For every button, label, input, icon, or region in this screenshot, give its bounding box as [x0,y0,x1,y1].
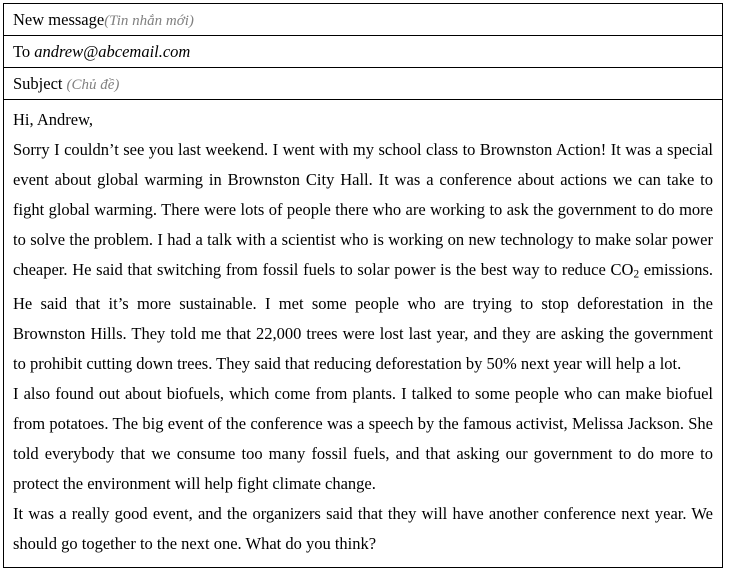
subject-field-label: Subject [13,74,63,93]
to-field-label: To [13,42,31,61]
new-message-title-gloss: (Tin nhắn mới) [104,13,194,29]
message-paragraph-1-part-a: Sorry I couldn’t see you last weekend. I went with my school class to Brownston Action! It was a special event about global warming in Brownston City Hall. It was a conference about actions we can take to fight global warming. There were lots of people there who are working to ask the government to do more to solve the problem. I had a talk with a scientist who is working on new technology to make solar power cheaper. He said that switching from fossil fuels to solar power is the best way to reduce CO [13,140,713,279]
new-message-title: New message [13,10,105,29]
message-paragraph-1-part-b: emissions. He said that it’s more sustainable. I met some people who are trying to stop deforestation in the Brownston Hills. They told me that 22,000 trees were lost last year, and they are asking the government to prohibit cutting down trees. They said that reducing deforestation by 50% next year will help a lot. [13,260,713,374]
to-field-row[interactable] [4,36,722,68]
message-paragraph-3: It was a really good event, and the organizers said that they will have another conference next year. We should go together to the next one. What do you think? [13,504,713,554]
to-field-value[interactable]: andrew@abcemail.com [34,42,191,61]
subject-field-gloss: (Chủ đề) [66,77,120,93]
message-body[interactable] [4,100,722,567]
message-greeting: Hi, Andrew, [13,110,94,129]
message-paragraph-1 [13,135,713,379]
co2-subscript: 2 [633,268,640,281]
subject-field-row[interactable] [4,68,722,100]
message-paragraph-2: I also found out about biofuels, which come from plants. I talked to some people who can make biofuel from potatoes. The big event of the conference was a speech by the famous activist, Melissa Jackson. She told everybody that we consume too many fossil fuels, and that asking our government to do more to protect the environment will help fight climate change. [13,384,713,494]
compose-message-window [3,3,723,568]
new-message-title-row [4,4,722,36]
